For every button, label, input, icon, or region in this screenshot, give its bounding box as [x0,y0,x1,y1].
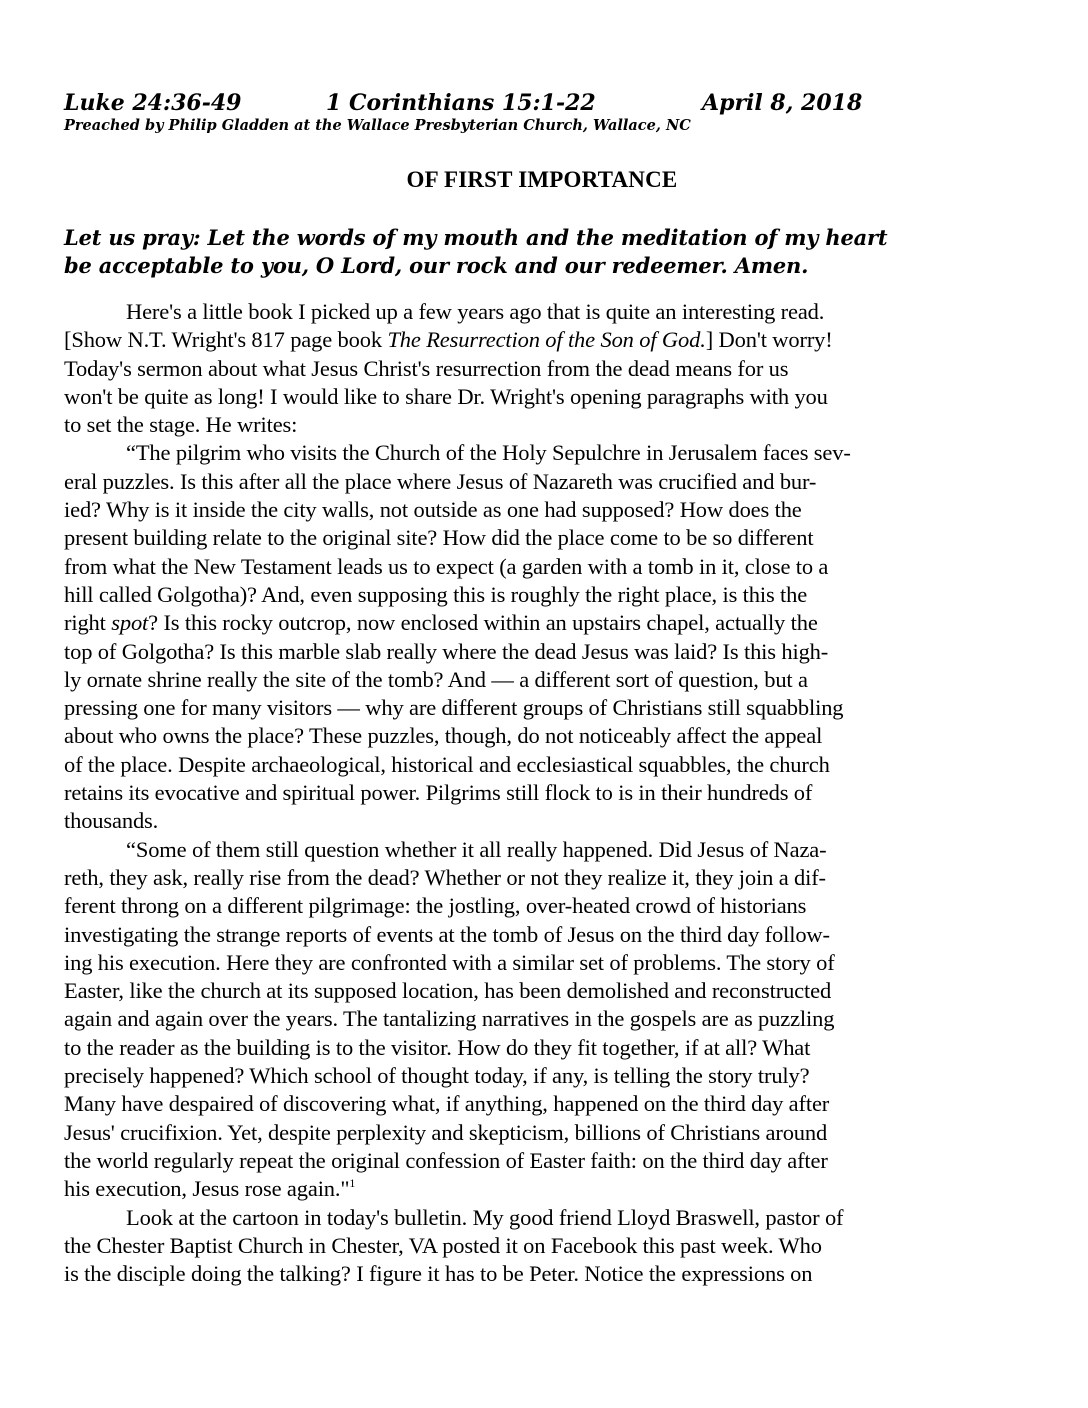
paragraph-line: again and again over the years. The tantalizing narratives in the gospels are as puzzling [64,1006,835,1032]
emphasis-spot: spot [111,610,149,636]
paragraph-line: “The pilgrim who visits the Church of the Holy Sepulchre in Jerusalem faces sev- [126,440,851,466]
paragraph-line: to the reader as the building is to the visitor. How do they fit together, if at all? What [64,1034,811,1060]
paragraph-line: about who owns the place? These puzzles, though, do not noticeably affect the appeal [64,723,823,749]
luke-reference: Luke 24:36-49 [64,90,242,116]
footnote-ref[interactable]: 1 [349,1176,356,1191]
prayer-line: be acceptable to you, O Lord, our rock and our redeemer. Amen. [64,253,809,278]
paragraph-line: is the disciple doing the talking? I figure it has to be Peter. Notice the expressions on [64,1261,813,1287]
paragraph-line: top of Golgotha? Is this marble slab really where the dead Jesus was laid? Is this high- [64,638,829,664]
paragraph-line: hill called Golgotha)? And, even supposing this is roughly the right place, is this the [64,581,808,607]
paragraph-line: investigating the strange reports of events at the tomb of Jesus on the third day follow- [64,921,830,947]
paragraph-line: pressing one for many visitors — why are different groups of Christians still squabbling [64,695,844,721]
sermon-body [64,298,1020,1288]
paragraph-line: of the place. Despite archaeological, historical and ecclesiastical squabbles, the church [64,751,830,777]
text-run: ? Is this rocky outcrop, now enclosed within an upstairs chapel, actually the [148,610,818,636]
paragraph-line: thousands. [64,808,159,834]
paragraph-line: Today's sermon about what Jesus Christ's resurrection from the dead means for us [64,355,789,381]
opening-prayer [64,224,1020,280]
paragraph-line: present building relate to the original site? How did the place come to be so different [64,525,814,551]
paragraph-line: ied? Why is it inside the city walls, not outside as one had supposed? How does the [64,497,802,523]
paragraph-line: Easter, like the church at its supposed location, has been demolished and reconstructed [64,978,832,1004]
paragraph-line [64,609,1020,637]
paragraph-line: reth, they ask, really rise from the dead? Whether or not they realize it, they join a dif- [64,864,826,890]
paragraph-line: from what the New Testament leads us to expect (a garden with a tomb in it, close to a [64,553,829,579]
paragraph-line: retains its evocative and spiritual power. Pilgrims still flock to is in their hundreds of [64,780,813,806]
text-run: right [64,610,112,636]
text-run: [Show N.T. Wright's 817 page book [64,327,388,353]
sermon-page [64,88,1020,1288]
paragraph-line: to set the stage. He writes: [64,412,298,438]
paragraph-line: the world regularly repeat the original confession of Easter faith: on the third day after [64,1147,828,1173]
paragraph-line: the Chester Baptist Church in Chester, VA posted it on Facebook this past week. Who [64,1232,822,1258]
book-title: The Resurrection of the Son of God. [387,327,706,353]
sermon-title: OF FIRST IMPORTANCE [406,167,678,192]
paragraph-line: ferent throng on a different pilgrimage: the jostling, over-heated crowd of historians [64,893,807,919]
paragraph-line: Jesus' crucifixion. Yet, despite perplexity and skepticism, billions of Christians around [64,1119,828,1145]
paragraph-line: Many have despaired of discovering what, if anything, happened on the third day after [64,1091,830,1117]
text-run: ] Don't worry! [705,327,833,353]
text-run: his execution, Jesus rose again." [64,1176,350,1202]
paragraph-line: won't be quite as long! I would like to share Dr. Wright's opening paragraphs with you [64,383,828,409]
paragraph-line [64,1175,1020,1203]
paragraph-line: “Some of them still question whether it all really happened. Did Jesus of Naza- [126,836,827,862]
paragraph-line: eral puzzles. Is this after all the place where Jesus of Nazareth was crucified and bur- [64,468,817,494]
corinthians-reference: 1 Corinthians 15:1-22 [326,90,596,116]
prayer-line: Let us pray: Let the words of my mouth and the meditation of my heart [64,225,888,250]
byline: Preached by Philip Gladden at the Wallace Presbyterian Church, Wallace, NC [64,117,691,134]
paragraph-line: precisely happened? Which school of thought today, if any, is telling the story truly? [64,1063,810,1089]
paragraph-line: Look at the cartoon in today's bulletin. My good friend Lloyd Braswell, pastor of [126,1204,844,1230]
scripture-header [64,88,1020,118]
paragraph-line: ing his execution. Here they are confronted with a similar set of problems. The story of [64,949,835,975]
paragraph-line: ly ornate shrine really the site of the tomb? And — a different sort of question, but a [64,666,808,692]
paragraph-line: Here's a little book I picked up a few years ago that is quite an interesting read. [126,299,825,324]
paragraph-line [64,326,1020,354]
sermon-date: April 8, 2018 [702,90,863,116]
